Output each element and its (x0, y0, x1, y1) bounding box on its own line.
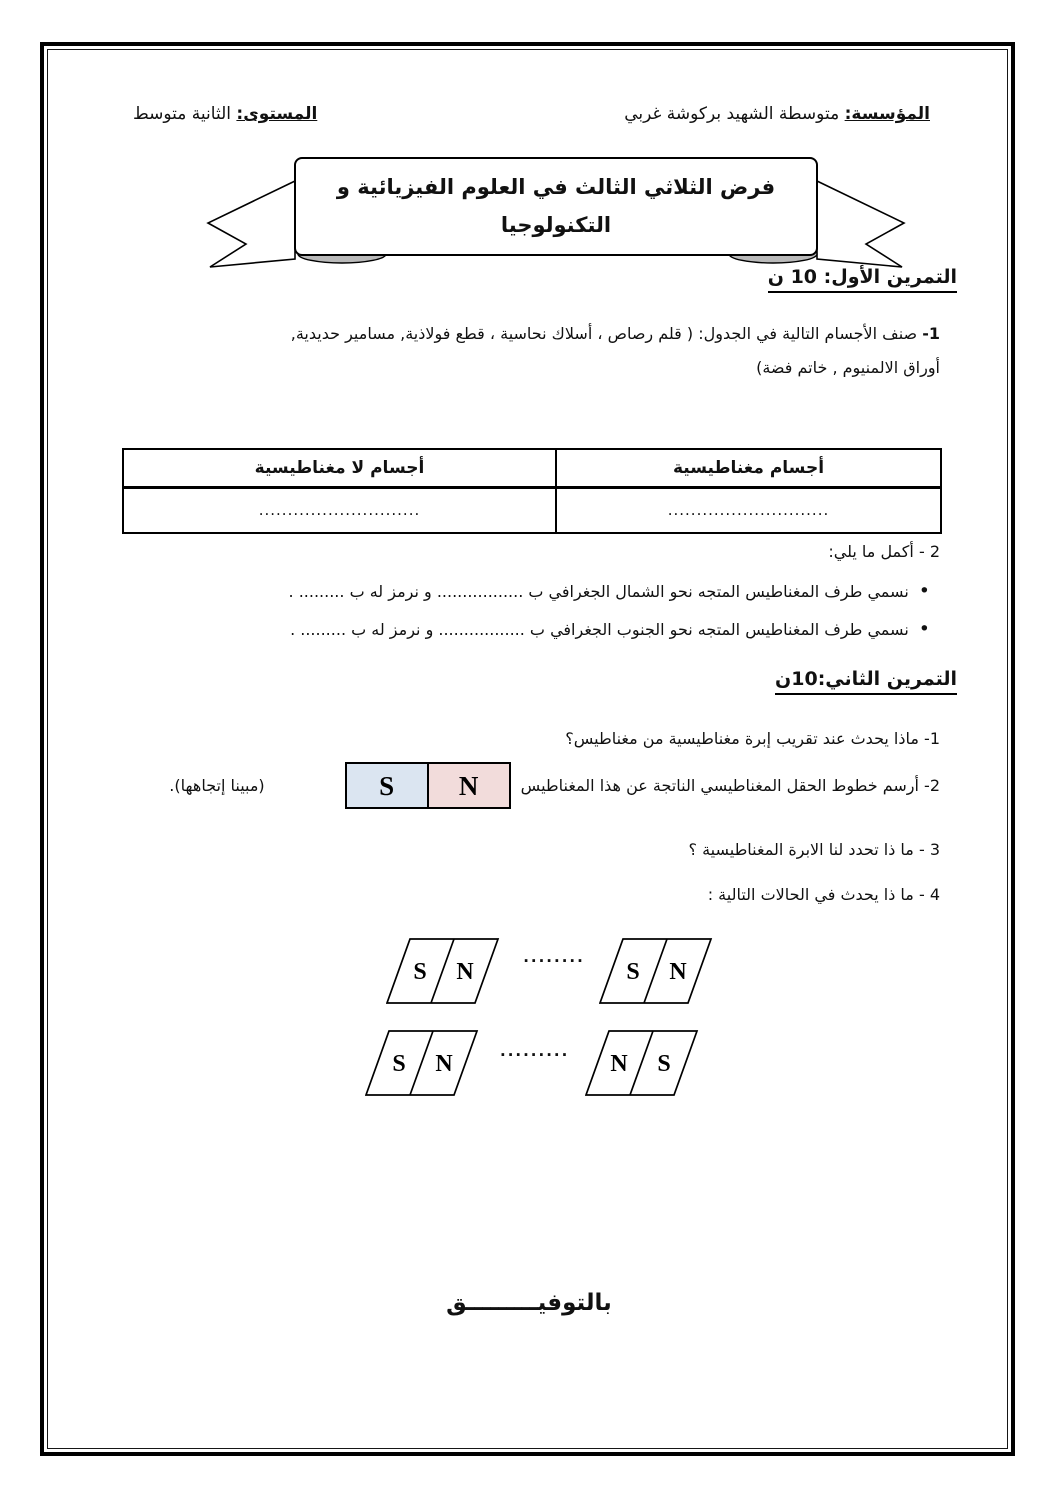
exercise1-q2: 2 - أكمل ما يلي: (828, 542, 940, 561)
bullet-north-pole (289, 580, 930, 604)
banner-title-line2: التكنولوجيا (500, 213, 612, 237)
magnet-row2-right (585, 1030, 699, 1096)
magnet-row1-left (386, 938, 500, 1004)
cell-magnetic-blank: ............................ (556, 487, 941, 533)
pole-letter: S (626, 959, 640, 985)
exercise2-q2 (169, 762, 940, 809)
pole-letter: N (456, 959, 474, 985)
level-line (133, 104, 317, 124)
cell-non-magnetic-blank: ............................ (123, 487, 556, 533)
exercise2-q2-text: 2- أرسم خطوط الحقل المغناطيسي الناتجة عن هذا المغناطيس (520, 775, 940, 795)
classification-table (122, 448, 942, 534)
exercise2-q2-suffix: (مبينا إتجاهها). (169, 775, 265, 795)
q1-number: 1- (922, 324, 940, 343)
institution-label: المؤسسة: (844, 104, 930, 124)
pole-letter: N (669, 959, 687, 985)
bullet-north-text: نسمي طرف المغناطيس المتجه نحو الشمال الجغرافي ب ................. و نرمز له ب ......... . (288, 582, 909, 601)
bullet-icon: • (918, 580, 930, 602)
bullet-south-text: نسمي طرف المغناطيس المتجه نحو الجنوب الجغرافي ب ................. و نرمز له ب ......... . (290, 620, 909, 639)
header-non-magnetic-objects: أجسام لا مغناطيسية (123, 449, 556, 487)
institution-line (624, 104, 930, 124)
row2-gap-dots: ......... (500, 1042, 570, 1060)
level-label: المستوى: (236, 104, 318, 124)
institution-value: متوسطة الشهيد بركوشة غربي (624, 104, 845, 124)
table-header-row (123, 449, 941, 487)
table-answer-row (123, 487, 941, 533)
header-magnetic-objects: أجسام مغناطيسية (556, 449, 941, 487)
exercise1-title: التمرين الأول: 10 ن (768, 266, 957, 293)
exam-banner-title (295, 161, 817, 251)
exercise2-title: التمرين الثاني:10ن (775, 668, 957, 695)
pole-letter: S (657, 1051, 671, 1077)
exercise1-q1 (115, 317, 940, 385)
exercise1-q1-line2: أوراق الالمنيوم , خاتم فضة) (756, 358, 940, 377)
south-pole-cell: S (347, 764, 427, 807)
magnet-row2-left (365, 1030, 479, 1096)
magnet-row1-right (599, 938, 713, 1004)
pole-letter: S (392, 1051, 406, 1077)
level-value: الثانية متوسط (133, 104, 237, 124)
good-luck-text: بالتوفيـــــــــق (446, 1290, 612, 1316)
north-pole-cell: N (427, 764, 509, 807)
exercise1-q1-line1: 1- صنف الأجسام التالية في الجدول: ( قلم رصاص ، أسلاك نحاسية ، قطع فولاذية, مسامير حديدية, (290, 324, 940, 343)
bar-magnet-colored (345, 762, 511, 809)
bullet-icon: • (918, 618, 930, 640)
exercise2-q4: 4 - ما ذا يحدث في الحالات التالية : (707, 885, 940, 904)
exercise1-bullets (289, 580, 930, 656)
row1-gap-dots: ........ (523, 948, 585, 966)
pole-letter: N (435, 1051, 453, 1077)
pole-letter: S (413, 959, 427, 985)
exercise2-q1: 1- ماذا يحدث عند تقريب إبرة مغناطيسية من مغناطيس؟ (565, 729, 940, 748)
banner-title-line1: فرض الثلاثي الثالث في العلوم الفيزيائية و (336, 175, 776, 199)
pole-letter: N (610, 1051, 628, 1077)
exercise2-q3: 3 - ما ذا تحدد لنا الابرة المغناطيسية ؟ (688, 840, 940, 859)
bullet-south-pole (289, 618, 930, 642)
